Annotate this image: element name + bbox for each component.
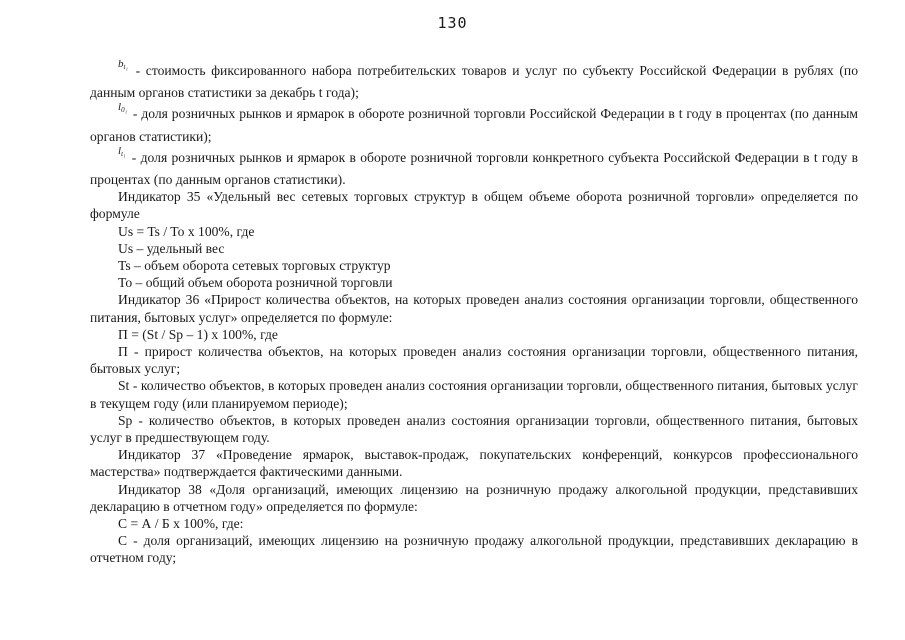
indicator-35-heading: Индикатор 35 «Удельный вес сетевых торговых структур в общем объеме оборота розничной торговли» определяется по формуле — [90, 189, 858, 222]
definition-l-t — [90, 144, 859, 188]
formula-symbol: l0₁ — [118, 101, 127, 115]
formula-symbol: lt₁ — [118, 144, 126, 158]
definition-l-0 — [90, 101, 858, 144]
page-number: 130 — [437, 14, 468, 32]
definition-st: St - количество объектов, в которых проведен анализ состояния организации торговли, общественного питания, бытовых услуг в текущем году (или планируемом периоде); — [90, 378, 858, 411]
indicator-38-heading: Индикатор 38 «Доля организаций, имеющих лицензию на розничную продажу алкогольной продукции, представивших декларацию в отчетном году» определяется по формуле: — [90, 481, 858, 514]
indicator-36-heading: Индикатор 36 «Прирост количества объектов, на которых проведен анализ состояния организации торговли, общественного питания, бытовых услуг» определяется по формуле: — [90, 292, 858, 325]
formula-symbol: bt₁ — [118, 58, 128, 71]
indicator-37-heading: Индикатор 37 «Проведение ярмарок, выставок-продаж, покупательских конференций, конкурсов профессионального мастерства» подтверждается фактическими данными. — [90, 447, 858, 480]
definition-b-t — [90, 58, 858, 101]
document-body — [90, 58, 859, 567]
definition-ts: Ts – объем оборота сетевых торговых структур — [118, 258, 391, 274]
definition-sp: Sp - количество объектов, в которых проведен анализ состояния организации торговли, общественного питания, бытовых услуг в предшествующем году. — [90, 412, 858, 446]
formula-us: Us = Ts / To x 100%, где — [118, 223, 255, 239]
formula-p: П = (St / Sp – 1) x 100%, где — [118, 326, 278, 342]
formula-c: С = А / Б x 100%, где: — [118, 516, 244, 532]
definition-c: С - доля организаций, имеющих лицензию на розничную продажу алкогольной продукции, представивших декларацию в отчетном году; — [90, 533, 858, 566]
definition-p: П - прирост количества объектов, на которых проведен анализ состояния организации торговли, общественного питания, бытовых услуг; — [90, 344, 858, 377]
definition-to: To – общий объем оборота розничной торговли — [118, 275, 393, 291]
definition-text: - доля розничных рынков и ярмарок в обороте розничной торговли Российской Федерации в t году в процентах (по данным органов статистики); — [90, 106, 858, 144]
definition-text: - доля розничных рынков и ярмарок в обороте розничной торговли конкретного субъекта Российской Федерации в t году в процентах (по данным органов статистики). — [90, 149, 859, 188]
definition-text: - стоимость фиксированного набора потребительских товаров и услуг по субъекту Российской Федерации в рублях (по данным органов статистики за декабрь t года); — [90, 63, 858, 101]
definition-us: Us – удельный вес — [118, 240, 225, 256]
